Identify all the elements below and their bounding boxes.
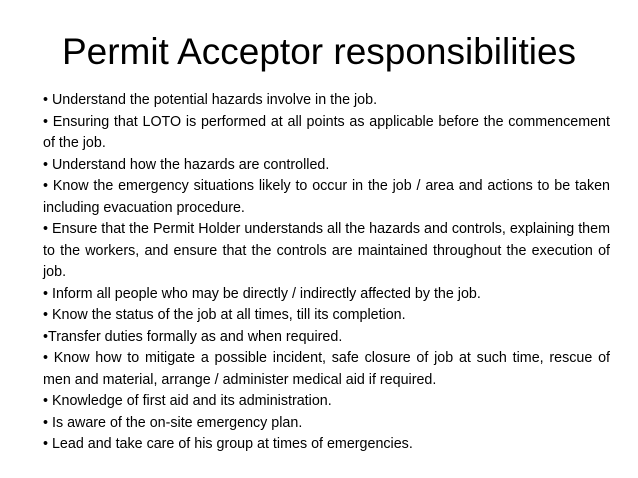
bullet-item: • Ensure that the Permit Holder understands all the hazards and controls, explaining them to the workers, and ensure that the controls are maintained throughout the execution of job. (43, 221, 610, 280)
bullet-item: • Understand how the hazards are controlled. (43, 156, 330, 173)
bullet-item: • Lead and take care of his group at times of emergencies. (43, 436, 413, 452)
bullet-item: • Know how to mitigate a possible incident, safe closure of job at such time, rescue of men and material, arrange / administer medical aid if required. (43, 350, 610, 388)
bullet-item: • Inform all people who may be directly / indirectly affected by the job. (43, 285, 481, 302)
bullet-item: • Know the emergency situations likely to occur in the job / area and actions to be taken including evacuation procedure. (43, 178, 610, 216)
bullet-item: • Ensuring that LOTO is performed at all points as applicable before the commencement of the job. (43, 113, 610, 151)
bullet-list (43, 90, 610, 456)
bullet-item: • Understand the potential hazards involve in the job. (43, 92, 378, 108)
slide-title: Permit Acceptor responsibilities (61, 31, 577, 72)
bullet-item: •Transfer duties formally as and when required. (43, 328, 343, 345)
bullet-item: • Knowledge of first aid and its administration. (43, 393, 332, 409)
bullet-item: • Know the status of the job at all times, till its completion. (43, 307, 406, 323)
bullet-item: • Is aware of the on-site emergency plan. (43, 414, 303, 431)
